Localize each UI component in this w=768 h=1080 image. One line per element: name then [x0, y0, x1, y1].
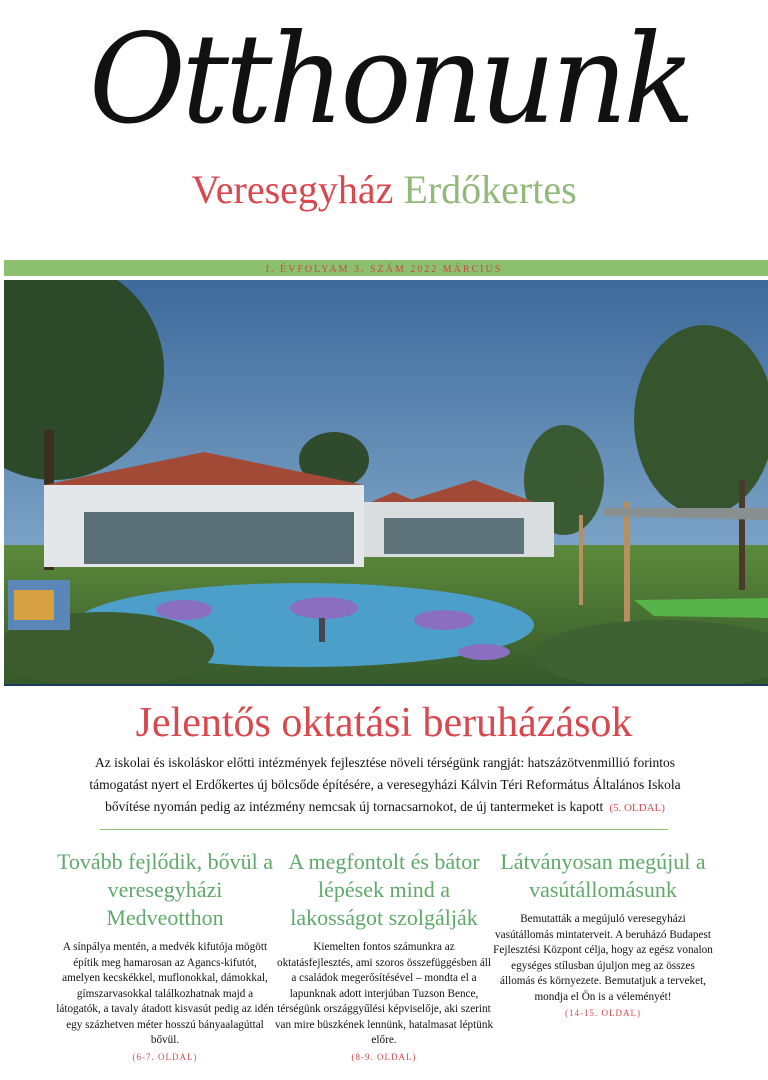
hero-image — [4, 280, 768, 686]
column-title: A megfontolt és bátor lépések mind a lakosságot szolgálják — [288, 849, 480, 930]
column-title: Tovább fejlődik, bővül a veresegyházi Medveotthon — [57, 849, 273, 930]
hero-illustration — [4, 280, 768, 684]
masthead — [0, 0, 768, 260]
subtitle-veresegyhaz: Veresegyház — [191, 167, 394, 212]
column-body: Bemutatták a megújuló veresegyházi vasútállomás mintaterveit. A beruházó Budapest Fejlesztési Központ célja, hogy az egész vonalon egységes stílusban újuljon meg az összes állomás és környezete. Bemutatjuk a terveket, mondja el Ön is a véleményét! — [493, 913, 713, 1003]
section-divider — [100, 829, 668, 830]
main-headline: Jelentős oktatási beruházások — [135, 700, 633, 746]
masthead-subtitle — [0, 167, 768, 212]
subtitle-erdokertes: Erdőkertes — [403, 167, 577, 212]
column-page-ref[interactable]: (8-9. OLDAL) — [351, 1051, 417, 1062]
issue-line: I. ÉVFOLYAM 3. SZÁM 2022 MÁRCIUS — [265, 264, 503, 275]
main-page-ref[interactable]: (5. OLDAL) — [609, 802, 665, 814]
main-lead — [80, 752, 690, 819]
column-page-ref[interactable]: (14-15. OLDAL) — [565, 1008, 641, 1018]
column-medveotthon — [55, 848, 275, 1062]
magazine-title: Otthonunk — [88, 6, 692, 152]
main-lead-text: Az iskolai és iskoláskor előtti intézmények fejlesztése növeli térségünk rangját: hatszázötvenmillió forintos támogatást nyert el Erdőkertes új bölcsőde építésére, a veresegyházi Kálvin Téri Református Általános Iskola bővítése nyomán pedig az intézmény nemcsak új tornacsarnokot, de új tantermeket is kapott — [89, 755, 681, 814]
column-body: A sínpálya mentén, a medvék kifutója mögött építik meg hamarosan az Agancs-kifutót, amelyen kecskékkel, muflonokkal, dámokkal, gímszarvasokkal találkozhatnak majd a látogatók, a tavaly átadott kisvasút pedig az idén egy százhetven méter hosszú bányaalagúttal bővül. — [56, 941, 274, 1046]
column-interview — [274, 848, 494, 1062]
column-railway-station — [493, 848, 713, 1018]
column-page-ref[interactable]: (6-7. OLDAL) — [132, 1051, 198, 1062]
column-body: Kiemelten fontos számunkra az oktatásfejlesztés, ami szoros összefüggésben áll a családok megerősítésével – mondta el a lapunknak adott interjúban Tuzson Bence, térségünk országgyűlési képviselője, aki szerint van mire büszkének lennünk, hatalmasat léptünk előre. — [274, 941, 494, 1046]
column-title: Látványosan megújul a vasútállomásunk — [500, 849, 706, 902]
